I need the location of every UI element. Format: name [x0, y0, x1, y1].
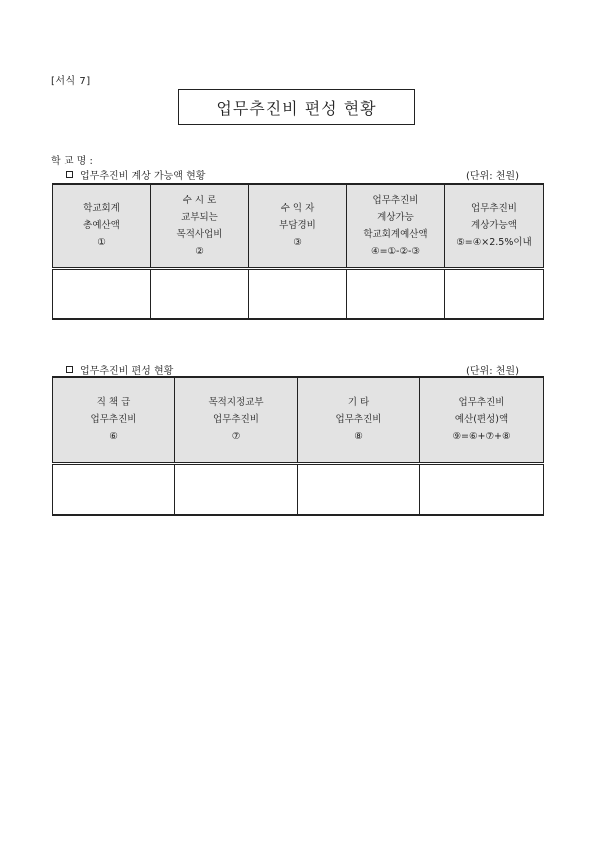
- header-line: 업무추진비: [213, 414, 259, 426]
- section1-heading: [66, 167, 205, 182]
- header-line: 계상가능액: [471, 220, 517, 232]
- budget-allocation-table: [52, 376, 544, 516]
- checkbox-square-icon: [66, 171, 73, 178]
- budget-capacity-table: [52, 183, 544, 320]
- document-title-text: 업무추진비 편성 현황: [216, 98, 377, 118]
- header-line: 업무추진비: [335, 414, 382, 426]
- header-line: 학교회계: [83, 203, 120, 215]
- header-line: 교부되는: [181, 211, 218, 223]
- header-line: 업무추진비: [471, 203, 517, 215]
- form-number: [서식 7]: [51, 76, 91, 87]
- header-line: 목적지정교부: [208, 397, 264, 409]
- header-line: ⑤=④×2.5%이내: [456, 237, 532, 249]
- header-line: 계상가능: [377, 211, 414, 223]
- header-cell: [420, 377, 544, 463]
- header-cell: [53, 377, 175, 463]
- header-cell: [249, 184, 347, 268]
- input-cell[interactable]: [249, 268, 347, 319]
- header-line: 예산(편성)액: [454, 414, 509, 426]
- input-cell[interactable]: [420, 463, 544, 515]
- header-line: 수 시 로: [182, 194, 217, 206]
- section2-unit: (단위: 천원): [466, 366, 519, 377]
- header-line: 목적사업비: [176, 228, 223, 240]
- input-cell[interactable]: [445, 268, 544, 319]
- input-cell[interactable]: [53, 463, 175, 515]
- header-line: 업무추진비: [90, 414, 137, 426]
- header-line: 학교회계예산액: [363, 228, 428, 240]
- input-cell[interactable]: [53, 268, 151, 319]
- header-line: ④=①-②-③: [371, 245, 420, 257]
- header-line: 업무추진비: [458, 397, 505, 409]
- header-cell: [175, 377, 298, 463]
- header-line: ⑦: [231, 431, 241, 443]
- header-line: 부담경비: [279, 220, 316, 232]
- section2-heading: [66, 362, 173, 377]
- header-line: 기 타: [347, 397, 370, 409]
- document-title: [178, 89, 415, 125]
- header-line: ⑥: [109, 431, 118, 443]
- header-cell: [53, 184, 151, 268]
- input-cell[interactable]: [298, 463, 420, 515]
- school-name-label: 학 교 명 :: [51, 156, 93, 167]
- checkbox-square-icon: [66, 366, 73, 373]
- input-cell[interactable]: [151, 268, 249, 319]
- input-cell[interactable]: [347, 268, 445, 319]
- header-line: ③: [293, 237, 302, 249]
- input-cell[interactable]: [175, 463, 298, 515]
- header-line: ②: [195, 245, 204, 257]
- header-line: 직 책 급: [96, 397, 131, 409]
- header-line: 수 익 자: [280, 203, 315, 215]
- header-line: ⑧: [354, 431, 363, 443]
- header-line: ①: [97, 237, 106, 249]
- header-cell: [151, 184, 249, 268]
- section2-heading-text: 업무추진비 편성 현황: [80, 366, 174, 377]
- header-line: ⑨=⑥+⑦+⑧: [452, 431, 511, 443]
- section1-unit: (단위: 천원): [466, 171, 519, 182]
- header-cell: [347, 184, 445, 268]
- header-cell: [445, 184, 544, 268]
- header-line: 업무추진비: [372, 194, 419, 206]
- header-line: 총예산액: [83, 220, 120, 232]
- header-cell: [298, 377, 420, 463]
- section1-heading-text: 업무추진비 계상 가능액 현황: [80, 171, 206, 182]
